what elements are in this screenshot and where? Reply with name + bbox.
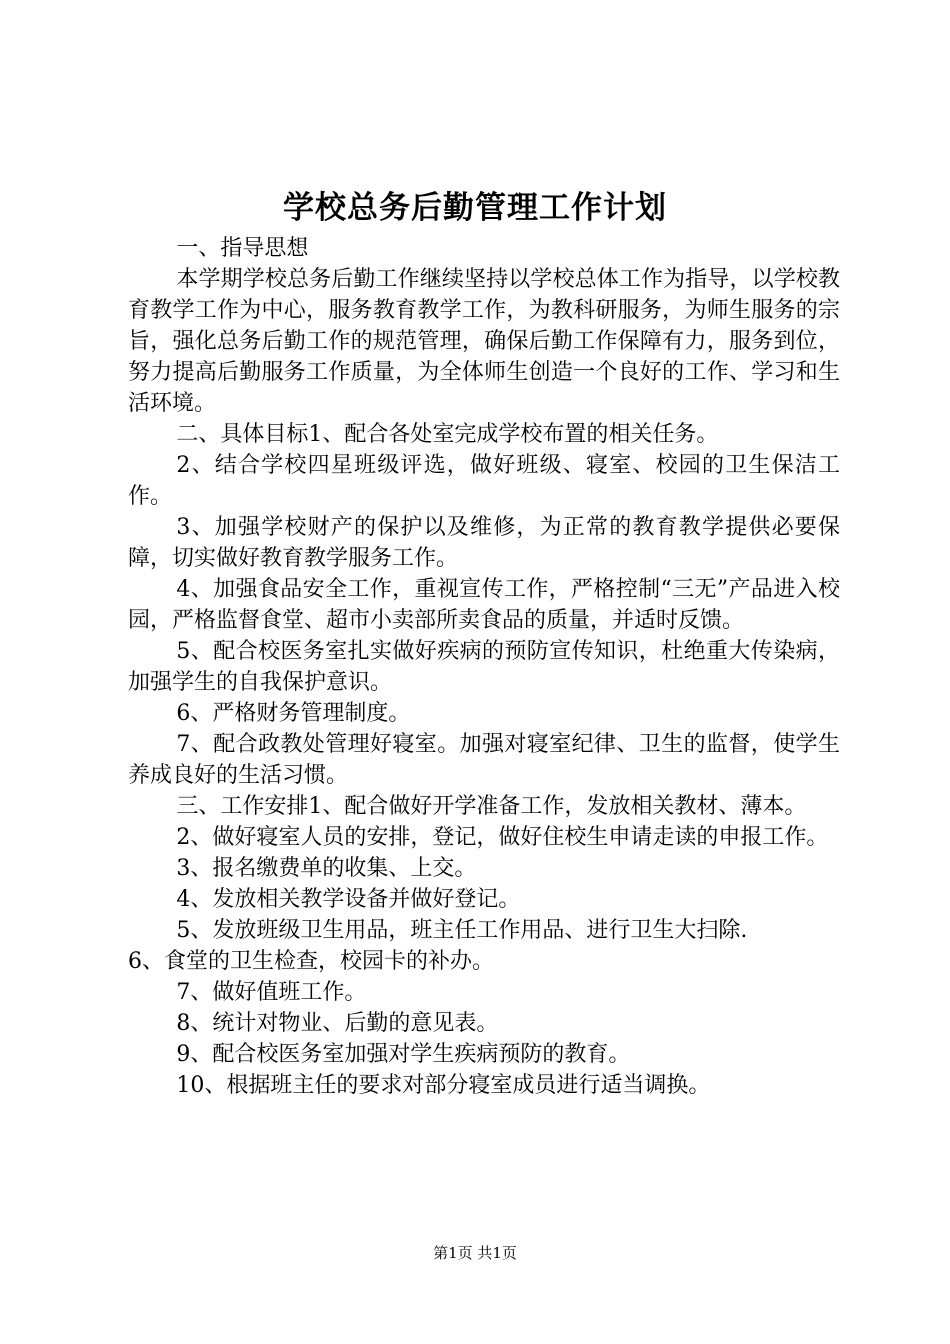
paragraph-task-6: 6、食堂的卫生检查，校园卡的补办。 bbox=[128, 949, 494, 974]
paragraph-section-2-goal-1: 二、具体目标1、配合各处室完成学校布置的相关任务。 bbox=[176, 422, 719, 447]
document-body bbox=[128, 233, 840, 1101]
paragraph-section-3-task-1: 三、工作安排1、配合做好开学准备工作，发放相关教材、薄本。 bbox=[176, 794, 807, 819]
paragraph-goal-6: 6、严格财务管理制度。 bbox=[176, 701, 411, 726]
paragraph-task-3: 3、报名缴费单的收集、上交。 bbox=[176, 856, 477, 881]
paragraph-guiding-ideology: 本学期学校总务后勤工作继续坚持以学校总体工作为指导，以学校教育教学工作为中心，服务教育教学工作，为教科研服务，为师生服务的宗旨，强化总务后勤工作的规范管理，确保后勤工作保障有力，服务到位，努力提高后勤服务工作质量，为全体师生创造一个良好的工作、学习和生活环境。 bbox=[128, 267, 840, 416]
paragraph-task-4: 4、发放相关教学设备并做好登记。 bbox=[176, 887, 521, 912]
paragraph-task-8: 8、统计对物业、后勤的意见表。 bbox=[176, 1011, 499, 1036]
paragraph-goal-4: 4、加强食品安全工作，重视宣传工作，严格控制“三无”产品进入校园，严格监督食堂、超市小卖部所卖食品的质量，并适时反馈。 bbox=[128, 577, 840, 633]
paragraph-goal-7: 7、配合政教处管理好寝室。加强对寝室纪律、卫生的监督，使学生养成良好的生活习惯。 bbox=[128, 732, 840, 788]
paragraph-task-7: 7、做好值班工作。 bbox=[176, 980, 367, 1005]
paragraph-task-2: 2、做好寝室人员的安排，登记，做好住校生申请走读的申报工作。 bbox=[176, 825, 829, 850]
paragraph-task-10: 10、根据班主任的要求对部分寝室成员进行适当调换。 bbox=[176, 1073, 711, 1098]
paragraph-goal-3: 3、加强学校财产的保护以及维修，为正常的教育教学提供必要保障，切实做好教育教学服务工作。 bbox=[128, 515, 840, 571]
paragraph-section-1-heading: 一、指导思想 bbox=[176, 236, 309, 261]
page-footer: 第1页 共1页 bbox=[433, 1244, 517, 1262]
paragraph-task-9: 9、配合校医务室加强对学生疾病预防的教育。 bbox=[176, 1042, 631, 1067]
paragraph-task-5: 5、发放班级卫生用品，班主任工作用品、进行卫生大扫除. bbox=[176, 918, 748, 943]
paragraph-goal-2: 2、结合学校四星班级评选，做好班级、寝室、校园的卫生保洁工作。 bbox=[128, 453, 840, 509]
document-title: 学校总务后勤管理工作计划 bbox=[283, 190, 667, 226]
paragraph-goal-5: 5、配合校医务室扎实做好疾病的预防宣传知识，杜绝重大传染病，加强学生的自我保护意识。 bbox=[128, 639, 840, 695]
